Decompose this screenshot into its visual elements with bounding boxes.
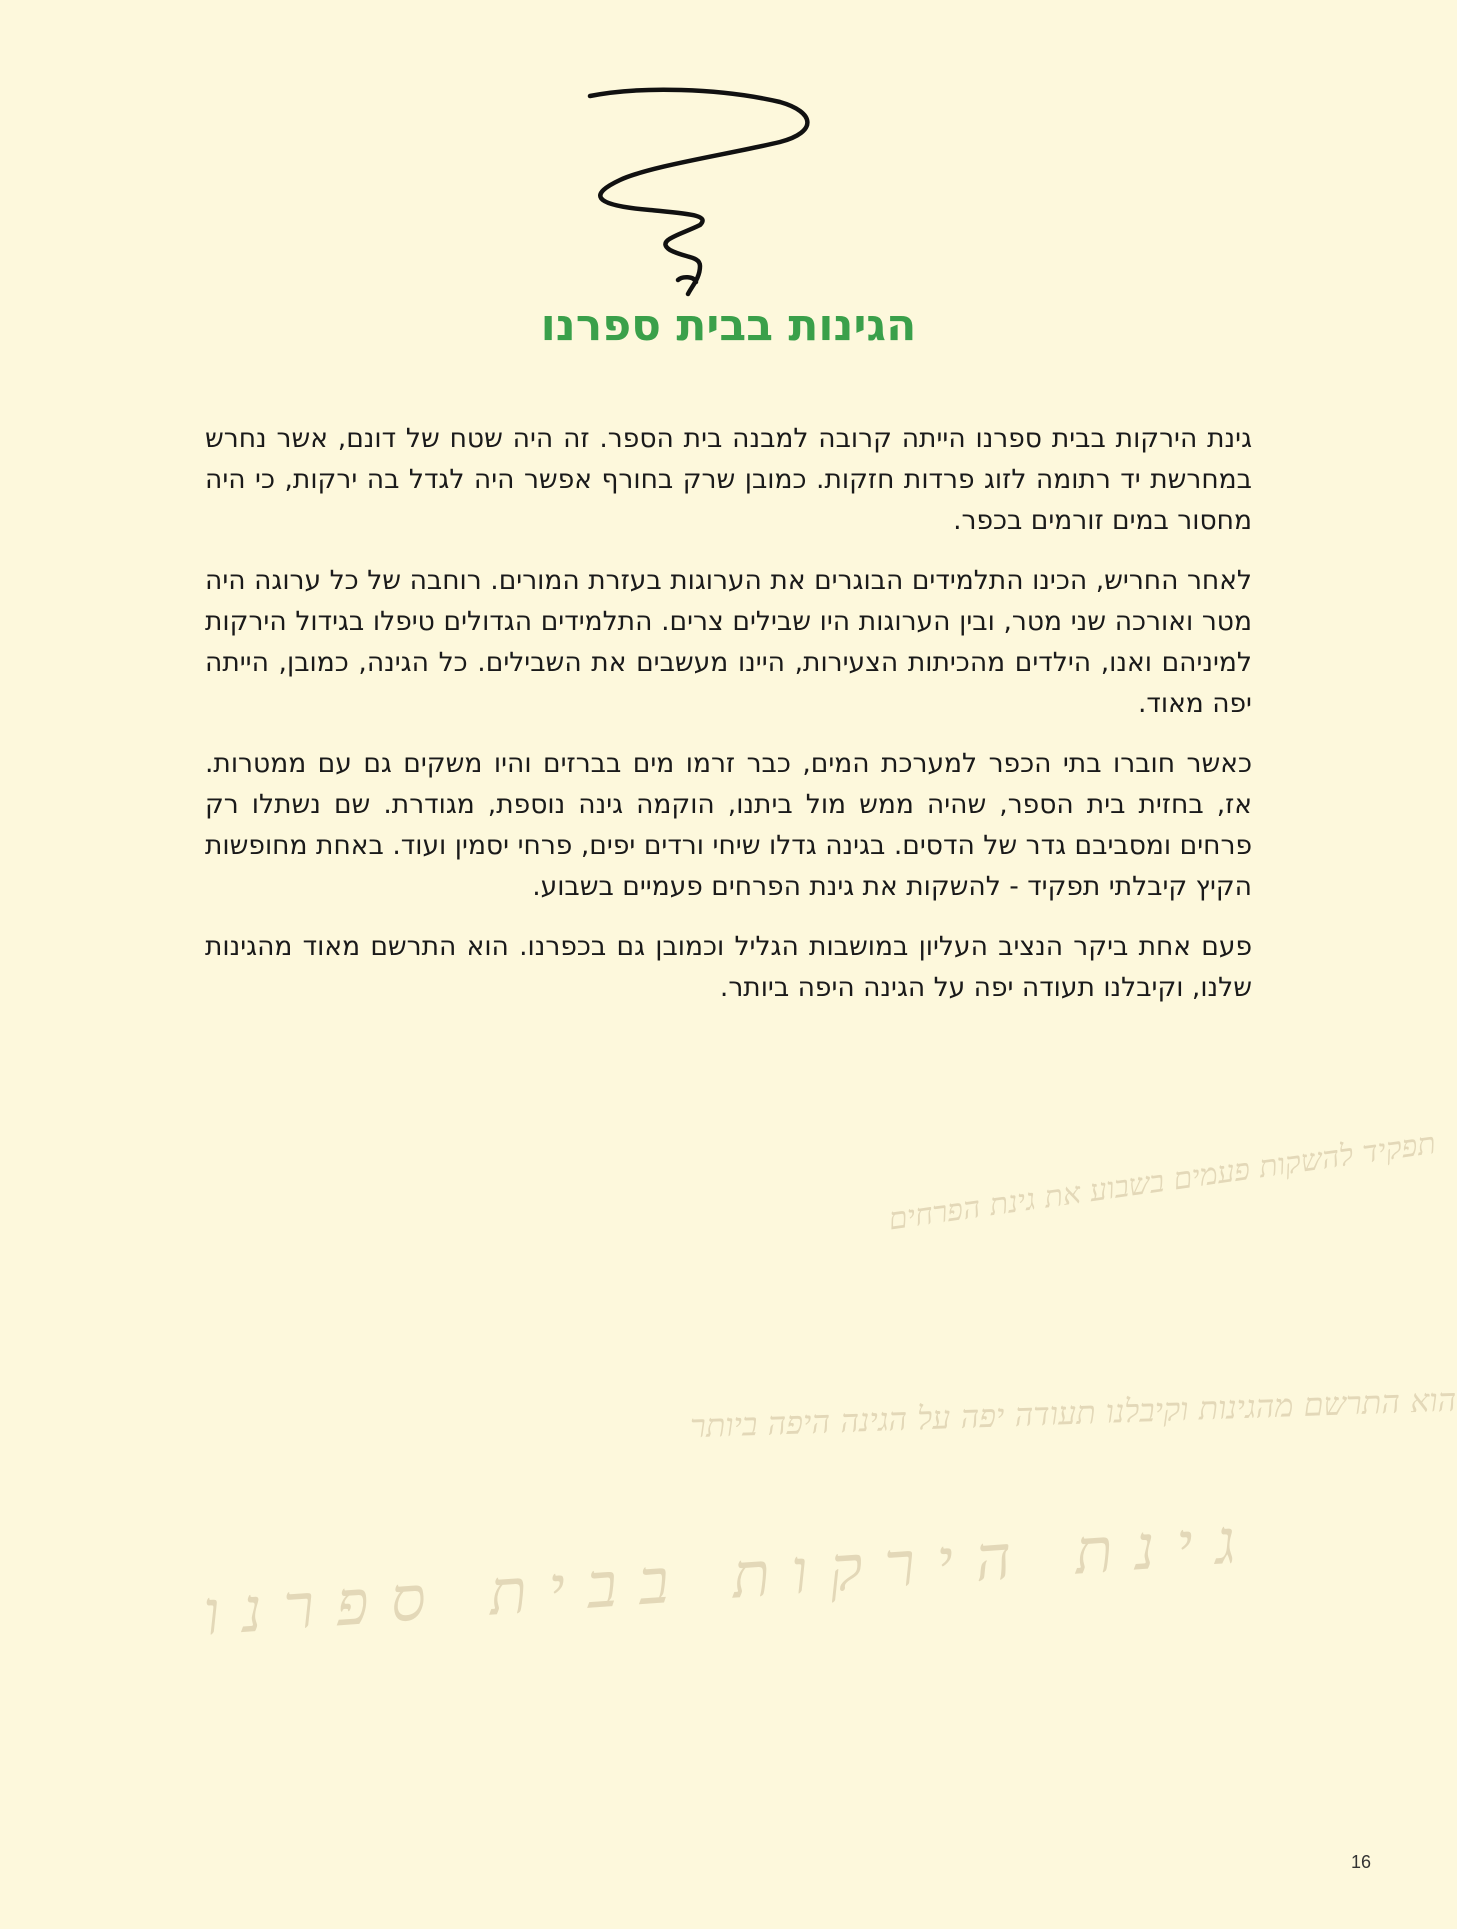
- page-number: 16: [1351, 1852, 1372, 1872]
- paragraph: לאחר החריש, הכינו התלמידים הבוגרים את הערוגות בעזרת המורים. רוחבה של כל ערוגה היה מטר ואורכה שני מטר, ובין הערוגות היו שבילים צרים. התלמידים הגדולים טיפלו בגידול הירקות למיניהם ואנו, הילדים מהכיתות הצעירות, היינו מעשבים את השבילים. כל הגינה, כמובן, הייתה יפה מאוד.: [205, 565, 1252, 719]
- squiggle-drawing: [560, 80, 860, 310]
- handwriting-line-1: תפקיד להשקות פעמים בשבוע את גינת הפרחים: [886, 1125, 1438, 1238]
- handwriting-watermark: [0, 1120, 1457, 1720]
- handwriting-line-3: גינת הירקות בבית ספרנו: [201, 1503, 1260, 1650]
- paragraph: פעם אחת ביקר הנציב העליון במושבות הגליל וכמובן גם בכפרנו. הוא התרשם מאוד מהגינות שלנו, וקיבלנו תעודה יפה על הגינה היפה ביותר.: [205, 931, 1252, 1003]
- paragraph: גינת הירקות בבית ספרנו הייתה קרובה למבנה בית הספר. זה היה שטח של דונם, אשר נחרש במחרשת יד רתומה לזוג פרדות חזקות. כמובן שרק בחורף אפשר היה לגדל בה ירקות, כי היה מחסור במים זורמים בכפר.: [205, 423, 1252, 536]
- handwriting-line-2: הוא התרשם מהגינות וקיבלנו תעודה יפה על הגינה היפה ביותר: [689, 1380, 1457, 1446]
- paragraph: כאשר חוברו בתי הכפר למערכת המים, כבר זרמו מים בברזים והיו משקים גם עם ממטרות. אז, בחזית בית הספר, שהיה ממש מול ביתנו, הוקמה גינה נוספת, מגודרת. שם נשתלו רק פרחים ומסביבם גדר של הדסים. בגינה גדלו שיחי ורדים יפים, פרחי יסמין ועוד. באחת מחופשות הקיץ קיבלתי תפקיד - להשקות את גינת הפרחים פעמיים בשבוע.: [205, 748, 1252, 902]
- page-title: הגינות בבית ספרנו: [540, 300, 917, 351]
- body-text: [205, 418, 1252, 1027]
